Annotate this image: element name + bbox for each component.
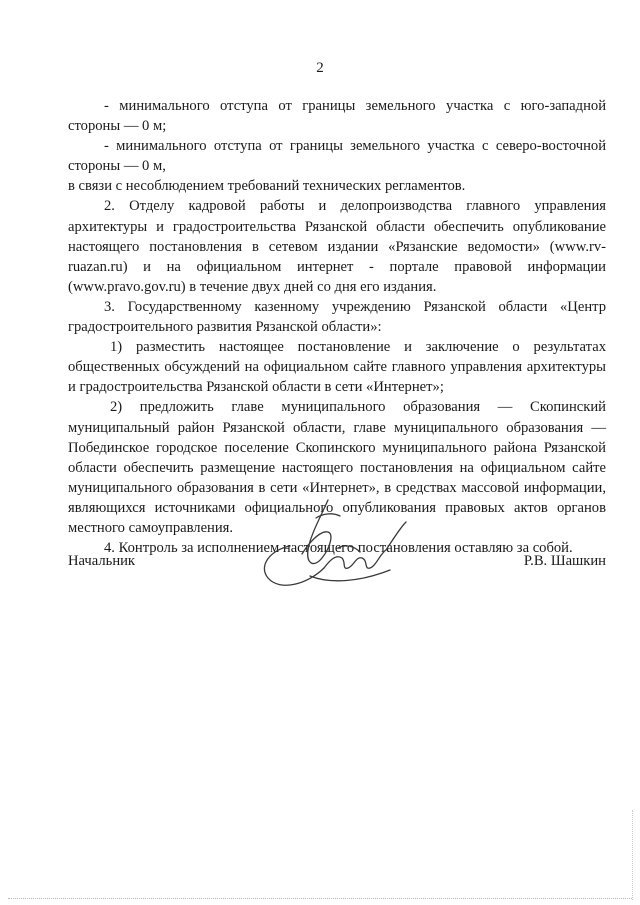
paragraph-reason: в связи с несоблюдением требований технических регламентов. bbox=[68, 178, 466, 195]
paragraph-item-3-1: 1) разместить настоящее постановление и заключение о результатах общественных обсуждений на официальном сайте главного управления архитектуры и градостроительства Рязанской области в сети «Интернет»; bbox=[68, 339, 606, 396]
handwritten-signature bbox=[250, 488, 420, 603]
paragraph-item-3: 3. Государственному казенному учреждению Рязанской области «Центр градостроительного развития Рязанской области»: bbox=[68, 298, 606, 336]
signature-row bbox=[68, 553, 606, 575]
scan-edge-line bbox=[8, 898, 632, 899]
signatory-name: Р.В. Шашкин bbox=[523, 553, 606, 569]
signatory-position: Начальник bbox=[68, 553, 136, 569]
scan-side-line bbox=[632, 810, 633, 900]
paragraph-item-2: 2. Отделу кадровой работы и делопроизводства главного управления архитектуры и градостроительства Рязанской области обеспечить опубликование настоящего постановления в сетевом издании «Рязанские ведомости» (www.rv-ruazan.ru) и на официальном интернет - портале правовой информации (www.pravo.gov.ru) в течение двух дней со дня его издания. bbox=[68, 198, 606, 295]
page-number: 2 bbox=[316, 60, 324, 76]
paragraph-indent-southwest: - минимального отступа от границы земельного участка с юго-западной стороны — 0 м; bbox=[68, 98, 606, 135]
paragraph-indent-northeast: - минимального отступа от границы земельного участка с северо-восточной стороны — 0 м, bbox=[68, 138, 606, 175]
paragraph-item-4: 4. Контроль за исполнением настоящего постановления оставляю за собой. bbox=[104, 540, 573, 557]
paragraph-item-3-2: 2) предложить главе муниципального образования — Скопинский муниципальный район Рязанской области, главе муниципального образования — Побединское городское поселение Скопинского муниципального района Рязанской области обеспечить размещение настоящего постановления на официальном сайте муниципального образования в сети «Интернет», в средствах массовой информации, являющихся источниками официального опубликования правовых актов органов местного самоуправления. bbox=[68, 399, 606, 536]
